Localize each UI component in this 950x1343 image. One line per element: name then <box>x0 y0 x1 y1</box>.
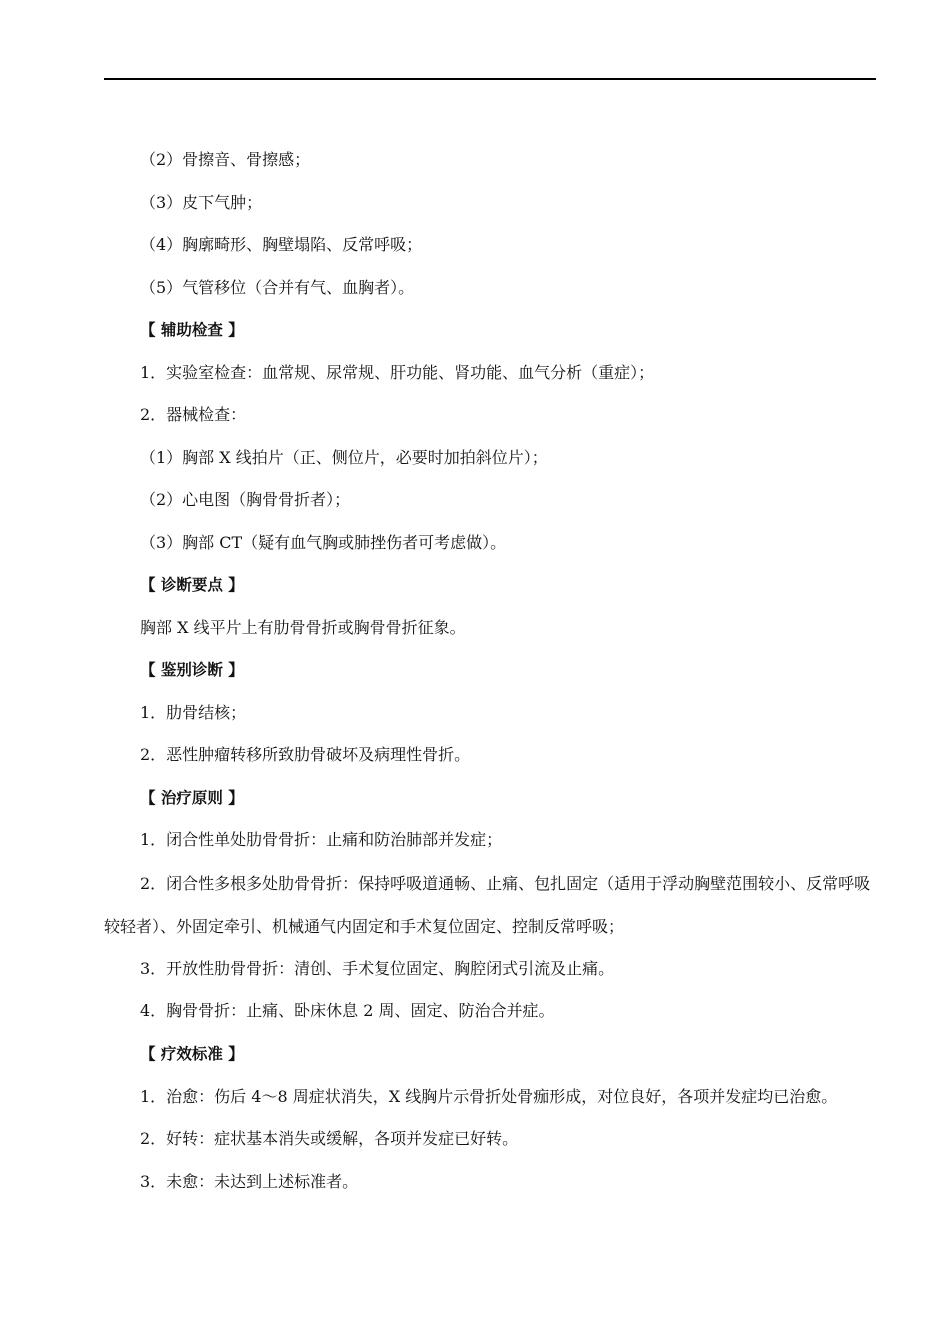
list-item: 1．实验室检查：血常规、尿常规、肝功能、肾功能、血气分析（重症）； <box>140 362 655 382</box>
list-item: 2．器械检查： <box>140 405 247 424</box>
section-heading-auxiliary-exam: 【 辅助检查 】 <box>140 321 244 339</box>
list-item: 3．未愈：未达到上述标准者。 <box>140 1171 359 1191</box>
section-heading-differential: 【 鉴别诊断 】 <box>140 661 244 679</box>
section-heading-diagnosis: 【 诊断要点 】 <box>140 576 244 594</box>
section-heading-efficacy: 【 疗效标准 】 <box>140 1044 244 1063</box>
list-item: （4）胸廓畸形、胸壁塌陷、反常呼吸； <box>140 235 423 254</box>
document-body <box>104 146 876 1210</box>
list-item-multiline: 2．闭合性多根多处肋骨骨折：保持呼吸道通畅、止痛、包扎固定（适用于浮动胸壁范围较小、反常呼吸较轻者）、外固定牵引、机械通气内固定和手术复位固定、控制反常呼吸； <box>104 873 871 936</box>
list-item: （3）皮下气肿； <box>140 192 263 212</box>
section-heading-treatment: 【 治疗原则 】 <box>140 788 244 807</box>
header-rule <box>104 78 876 80</box>
list-item: （2）心电图（胸骨骨折者）； <box>140 490 351 509</box>
list-item: 2．好转：症状基本消失或缓解，各项并发症已好转。 <box>140 1129 519 1148</box>
list-item: 2．恶性肿瘤转移所致肋骨破坏及病理性骨折。 <box>140 745 471 764</box>
list-item-multiline: 1．治愈：伤后 4～8 周症状消失，X 线胸片示骨折处骨痂形成，对位良好，各项并发症均已治愈。 <box>140 1087 838 1106</box>
list-item: 胸部 X 线平片上有肋骨骨折或胸骨骨折征象。 <box>140 617 466 637</box>
list-item: （5）气管移位（合并有气、血胸者）。 <box>140 277 415 297</box>
list-item: 4．胸骨骨折：止痛、卧床休息 2 周、固定、防治合并症。 <box>140 1001 555 1020</box>
list-item: 3．开放性肋骨骨折：清创、手术复位固定、胸腔闭式引流及止痛。 <box>140 958 615 978</box>
list-item: （1）胸部 X 线拍片（正、侧位片，必要时加拍斜位片）； <box>140 447 548 467</box>
list-item: （3）胸部 CT（疑有血气胸或肺挫伤者可考虑做）。 <box>140 532 507 552</box>
list-item: （2）骨擦音、骨擦感； <box>140 150 311 169</box>
list-item: 1．闭合性单处肋骨骨折：止痛和防治肺部并发症； <box>140 830 503 849</box>
list-item: 1．肋骨结核； <box>140 702 247 722</box>
